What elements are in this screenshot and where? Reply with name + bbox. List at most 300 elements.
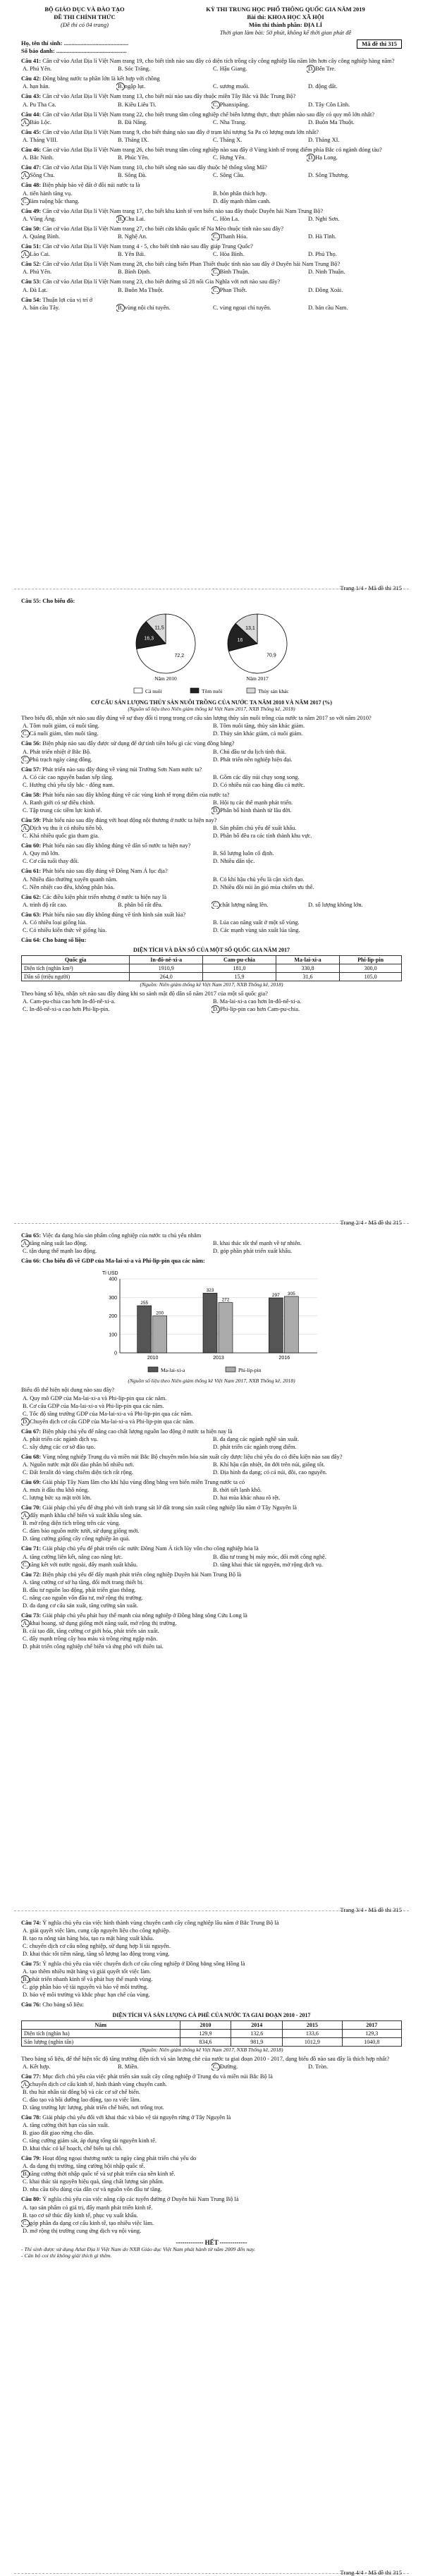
answer-option[interactable]: C. làm ruộng bậc thang.: [21, 197, 212, 205]
exam-time: Thời gian làm bài: 50 phút, không kể thời gian phát đề: [219, 29, 352, 36]
table-header-cell: Cam-pu-chia: [203, 956, 276, 964]
answer-option[interactable]: C. Phan Thiết.: [212, 286, 307, 294]
answer-option[interactable]: A. Có các cao nguyên badan xếp tầng.: [23, 773, 114, 780]
answer-option[interactable]: B. Nghệ An.: [118, 233, 147, 240]
pie-year-label: Năm 2017: [246, 675, 269, 682]
answer-option[interactable]: C. góp phần bảo vệ tài nguyên và bảo vệ môi trường.: [23, 1984, 149, 1991]
options-row: [21, 2162, 402, 2193]
answer-option[interactable]: B. đầu tư nguồn lao động, phát triển giao thông.: [23, 1586, 136, 1593]
answer-option[interactable]: B. Sản phẩm chủ yếu để xuất khẩu.: [213, 825, 297, 832]
table1-intro: Câu 64: Cho bảng số liệu:: [21, 937, 87, 944]
answer-option[interactable]: A. Ranh giới có sự điều chỉnh.: [23, 799, 95, 806]
question-text: Phát triển nào sau đây đúng về vùng núi Trường Sơn Nam nước ta?: [42, 766, 202, 773]
answer-option[interactable]: C. Sông Cầu.: [213, 172, 245, 179]
answer-option[interactable]: B. tạo cơ sở thúc đẩy kinh tế, phục vụ xuất khẩu.: [23, 2212, 138, 2219]
answer-option[interactable]: B. Chu Lai.: [116, 215, 212, 223]
question: [21, 2114, 402, 2121]
note-1: - Thí sinh được sử dụng Atlat Địa lí Việt Nam do NXB Giáo dục Việt Nam phát hành từ năm 2009 đến nay.: [21, 2245, 256, 2252]
answer-option[interactable]: D. Địa hình đa dạng; có cả núi, đồi, cao nguyên.: [213, 1469, 327, 1476]
official-label: ĐỀ THI CHÍNH THỨC: [54, 13, 116, 20]
answer-option[interactable]: C. Tập trung các tiềm lực kinh tế.: [23, 807, 102, 814]
answer-option[interactable]: A. tăng năng suất lao động.: [21, 1239, 212, 1247]
question: [21, 111, 402, 118]
answer-option[interactable]: C. Hòn La.: [213, 215, 240, 222]
question: [21, 714, 402, 722]
answer-option[interactable]: C. Tốc độ tăng trưởng GDP của Ma-lai-xi-a và Phi-lip-pin qua các năm.: [23, 1410, 193, 1417]
answer-option[interactable]: B. Tôm nuôi tăng, thủy sản khác giảm.: [213, 723, 305, 730]
options-row: [21, 919, 402, 934]
answer-option[interactable]: D. Buôn Ma Thuột.: [308, 118, 355, 125]
answer-option[interactable]: A. tiến hành tăng vụ.: [23, 190, 73, 197]
table-header-row: [22, 2020, 402, 2029]
answer-option[interactable]: D. bảo vệ môi trường và khắc phục hạn chế của vùng.: [23, 1992, 150, 1999]
question-text: Thuận lợi của vị trí ở: [42, 296, 93, 303]
question-number: Câu 67:: [21, 1428, 43, 1435]
question: [21, 2073, 402, 2080]
answer-option[interactable]: C. đảm bảo nguồn nước tưới, sử dụng giống mới.: [23, 1528, 140, 1535]
answer-option[interactable]: D. đẩy mạnh thâm canh.: [213, 197, 271, 204]
options-row: [21, 65, 402, 73]
table-cell: 133,6: [283, 2029, 342, 2037]
answer-option[interactable]: B. đầu tư trang bị máy móc, đổi mới công nghệ.: [213, 1553, 326, 1560]
answer-option[interactable]: C. Hưng Yên.: [213, 154, 246, 161]
table-header-cell: 2017: [342, 2020, 401, 2029]
question-list: [21, 57, 402, 312]
answer-option[interactable]: A. Quy mô lớn.: [23, 850, 60, 857]
answer-option[interactable]: D. Nhiều đồi núi ăn gió mùa chiếm ưu thế.: [213, 883, 314, 890]
answer-option[interactable]: B. bón phân thích hợp.: [213, 190, 267, 197]
answer-option[interactable]: A. bán cầu Tây.: [23, 304, 60, 311]
bar-value-label: 323: [206, 1288, 214, 1294]
table-cell: 181,0: [203, 964, 276, 973]
answer-option[interactable]: A. Sông Chu.: [21, 171, 116, 179]
legend-label: Tôm nuôi: [202, 688, 223, 695]
answer-option[interactable]: A. đa dạng thị trường, tăng cường hội nhập quốc tế.: [23, 2163, 145, 2170]
question-text: Căn cứ vào Atlat Địa lí Việt Nam trang 17, cho biết khu kinh tế ven biển nào sau đây thuộc Duyên hải Nam Trung Bộ?: [42, 207, 324, 214]
answer-option[interactable]: D. Nhiều dân tộc.: [213, 858, 255, 865]
options-row: [21, 118, 402, 126]
ministry: BỘ GIÁO DỤC VÀ ĐÀO TẠO: [44, 6, 125, 13]
answer-option[interactable]: A. tạo sản phẩm có giá trị, đẩy mạnh phát triển kinh tế.: [23, 2204, 153, 2211]
answer-option[interactable]: D. Ninh Thuận.: [308, 269, 345, 276]
y-tick-label: 0: [114, 1351, 117, 1356]
answer-option[interactable]: A. Tôm nuôi giảm, cá nuôi tăng.: [23, 723, 99, 730]
answer-option[interactable]: D. bán cầu Nam.: [308, 304, 348, 311]
answer-option[interactable]: C. Cá nuôi giảm, tôm nuôi tăng.: [21, 730, 212, 737]
options-row: [21, 268, 402, 276]
question-list: [21, 1919, 402, 2009]
bar: [153, 1316, 167, 1354]
answer-option[interactable]: C. khai thác tài nguyên hiệu quả, tăng chất lượng sản phẩm.: [23, 2178, 164, 2185]
legend-swatch: [226, 1367, 235, 1372]
answer-option[interactable]: C. chuyển dịch cơ cấu nông nghiệp, sử dụng hợp lí tài nguyên.: [23, 1943, 171, 1950]
answer-option[interactable]: D. hai mùa khác nhau rõ rệt.: [213, 1495, 281, 1502]
legend-swatch: [134, 688, 142, 693]
answer-option[interactable]: B. Hội tụ các thế mạnh phát triển.: [213, 799, 293, 806]
question-text: Giải pháp chủ yếu để phát triển các nước Đông Nam Á tích lũy vốn cho công nghiệp hóa là: [42, 1545, 259, 1552]
question-text: Ý nghĩa chủ yếu của việc nâng cấp các tuyến đường ở Duyên hải Nam Trung Bộ là: [42, 2196, 239, 2203]
answer-option[interactable]: C. Thanh Hóa.: [212, 233, 307, 240]
question: [21, 2195, 402, 2203]
question: [21, 243, 402, 250]
question-number: Câu 49:: [21, 207, 43, 214]
answer-option[interactable]: A. Kết hợp.: [23, 2063, 51, 2070]
question-text: Phát biểu nào sau đây không đúng về tình hình sản xuất lúa?: [42, 911, 186, 918]
answer-option[interactable]: C. Hòa Bình.: [213, 251, 245, 258]
question-text: Giải pháp chủ yếu để ứng phó với tình trạng sát lở đất trong sản xuất công nghiệp lâu năm ở Tây Nguyên là: [42, 1504, 297, 1511]
answer-option[interactable]: C. Đất feralit đỏ vàng chiếm diện tích rất rộng.: [23, 1469, 133, 1476]
table-header-cell: Năm: [22, 2020, 180, 2029]
question-number: Câu 71:: [21, 1545, 43, 1552]
question-number: Câu 43:: [21, 93, 43, 100]
answer-option[interactable]: B. Buôn Ma Thuột.: [118, 286, 164, 293]
options-row: [21, 1511, 402, 1542]
answer-option[interactable]: D. mở rộng thị trường cung ứng dịch vụ nội vùng.: [23, 2227, 142, 2234]
question: [21, 57, 402, 65]
question: [21, 2001, 402, 2008]
candidate-name: Họ, tên thí sinh: ...........................................: [21, 39, 129, 47]
question-number: Câu 70:: [21, 1504, 43, 1511]
bar-value-label: 305: [287, 1292, 295, 1297]
question-text: Biện pháp chủ yếu để đẩy mạnh phát triển công nghiệp Duyên hải Nam Trung Bộ là: [42, 1571, 242, 1578]
answer-option[interactable]: D. nhu cầu tiêu dùng của dân cư và nguồn vốn đầu tư tăng.: [23, 2186, 162, 2193]
answer-option[interactable]: B. Sóc Trăng.: [118, 66, 151, 73]
table-header-cell: 2015: [283, 2020, 342, 2029]
answer-option[interactable]: D. Các mạnh vùng sản xuất lúa tăng.: [213, 927, 300, 934]
answer-option[interactable]: C. Nha Trang.: [213, 118, 247, 125]
answer-option[interactable]: D. Phân bố đều ra các tỉnh thành khu vực.: [213, 833, 312, 840]
options-row: [21, 799, 402, 814]
answer-option[interactable]: D. Bến Tre.: [307, 65, 402, 73]
answer-option[interactable]: A. đẩy mạnh khâu chế biến và xuất khẩu sông sản.: [21, 1511, 402, 1519]
exam-subject: Môn thi thành phần: ĐỊA LÍ: [248, 21, 323, 28]
answer-option[interactable]: B. Bình Định.: [118, 269, 151, 276]
question-number: Câu 41:: [21, 58, 43, 64]
answer-option[interactable]: C. đẩy mạnh trồng cây hoa màu và trồng rừng ngập mặn.: [23, 1636, 158, 1643]
answer-option[interactable]: D. Hà Tĩnh.: [308, 233, 336, 240]
answer-option[interactable]: D. Tròn.: [308, 2063, 329, 2070]
y-tick-label: 100: [109, 1332, 117, 1338]
question-number: Câu 63:: [21, 911, 43, 918]
answer-option[interactable]: D. Tháng XI.: [308, 137, 340, 144]
answer-option[interactable]: B. mở rộng diện tích trồng trên các vùng.: [23, 1520, 121, 1527]
table-cell: Diện tích (nghìn km²): [22, 964, 130, 973]
answer-option[interactable]: A. Bắc Ninh.: [23, 154, 54, 161]
question-number: Câu 77:: [21, 2073, 43, 2080]
table-header-cell: Phi-lip-pin: [340, 956, 402, 964]
answer-option[interactable]: A. phát triển các ngành dịch vụ.: [23, 1435, 98, 1442]
answer-option[interactable]: D. tăng cường giống cây công nghiệp ăn quả.: [23, 1535, 130, 1542]
answer-option[interactable]: A. Bảo Lộc.: [21, 118, 116, 126]
answer-option[interactable]: B. Ma-lai-xi-a cao hơn In-đô-nê-xi-a.: [213, 998, 302, 1005]
answer-option[interactable]: B. Đà Nẵng.: [118, 118, 147, 125]
question: [21, 207, 402, 215]
answer-option[interactable]: D. Hạ Long.: [307, 154, 402, 161]
table-cell: 330,8: [276, 964, 339, 973]
answer-option[interactable]: D. động đất.: [308, 83, 338, 90]
x-tick-label: 2016: [278, 1356, 290, 1361]
pages-note: (Đề thi có 04 trang): [61, 21, 109, 28]
answer-option[interactable]: A. hạn hán.: [23, 83, 50, 90]
end-marker: ------------- HẾT -------------: [176, 2238, 247, 2246]
answer-option[interactable]: A. tăng cường liên kết, nâng cao năng lực.: [23, 1553, 123, 1560]
question: [21, 766, 402, 773]
answer-option[interactable]: B. Cơ cấu GDP của Ma-lai-xi-a và Phi-lip-pin qua các năm.: [23, 1402, 164, 1409]
question-list: [21, 714, 402, 934]
answer-option[interactable]: C. nâng cao nguồn vốn đầu tư, mở rộng thị trường.: [23, 1594, 143, 1601]
answer-option[interactable]: C. Phanxipăng.: [212, 101, 307, 109]
answer-option[interactable]: B. tạo ra nông sản hàng hóa, tạo ra mặt hàng xuất khẩu.: [23, 1935, 154, 1942]
answer-option[interactable]: C. tăng cường giám sát, áp dụng tổng tài nguyên kinh tế.: [23, 2138, 157, 2145]
question-text: Biện pháp nào sau đây được sử dụng để dự tính tiền hiểu gì các vùng đồng bằng?: [42, 740, 235, 747]
data-table-area-population: [21, 955, 402, 981]
question: [21, 1232, 402, 1239]
question-number: Câu 50:: [21, 225, 43, 232]
answer-option[interactable]: D. Có nhiều núi cao hàng đầu cả nước.: [213, 781, 305, 788]
answer-option[interactable]: D. tăng khai thác tài nguyên, mở rộng dịch vụ.: [213, 1561, 324, 1568]
bar-question-title: Câu 66: Cho biểu đồ về GDP của Ma-lai-xi-a và Phi-lip-pin qua các năm:: [21, 1258, 205, 1265]
question-text: Giải pháp Tây Nam lâm cho khí hậu vùng đồng bằng ven biển miền Trung nước ta có: [42, 1479, 245, 1486]
answer-option[interactable]: B. cải tạo đất, tăng cường cơ giới hóa, phát triển sản xuất.: [23, 1628, 159, 1635]
answer-option[interactable]: B. phân bố rất đều.: [118, 901, 163, 908]
question-number: Câu 74:: [21, 1920, 43, 1926]
answer-option[interactable]: A. Cam-pu-chia cao hơn In-đô-nê-xi-a.: [23, 998, 116, 1005]
options-row: [21, 304, 402, 312]
legend-swatch: [190, 688, 199, 693]
options-row: [21, 250, 402, 258]
options-row: [21, 1553, 402, 1569]
options-row: [21, 82, 402, 90]
question: [21, 164, 402, 171]
options-row: [21, 136, 402, 144]
question-number: Câu 48:: [21, 182, 43, 189]
answer-option[interactable]: A. Phú Yên.: [23, 66, 52, 73]
x-tick-label: 2010: [147, 1356, 159, 1361]
answer-option[interactable]: C. Cơ cấu tuổi thay đổi.: [23, 858, 80, 865]
table-cell: 129,9: [180, 2029, 231, 2037]
legend-label: Thủy sản khác: [258, 688, 289, 695]
question-number: Câu 78:: [21, 2114, 43, 2121]
question-number: Câu 62:: [21, 893, 43, 900]
answer-option[interactable]: A. Nguồn nước mặt dồi dào phân bố nhiều nơi.: [23, 1461, 135, 1468]
table-header-cell: 2014: [231, 2020, 283, 2029]
question-text: Căn cứ vào Atlat Địa lí Việt Nam trang 10, cho biết sông nào sau đây thuộc hệ thống sông Mã?: [42, 164, 267, 171]
answer-option[interactable]: C. Hậu Giang.: [213, 66, 247, 73]
question-text: Căn cứ vào Atlat Địa lí Việt Nam trang 26, cho biết trung tâm công nghiệp nào sau đây ở Vùng kinh tế trọng điểm phía Bắc có ngành đóng tàu?: [42, 147, 382, 154]
answer-option[interactable]: C. lượng bức xạ mặt trời lớn.: [23, 1495, 92, 1502]
answer-option[interactable]: A. Có nhiều loại giống lúa.: [23, 919, 87, 926]
question: [21, 92, 402, 100]
question-number: Câu 79:: [21, 2155, 43, 2162]
answer-option[interactable]: D. Phi-lip-pin cao hơn Cam-pu-chia.: [212, 1005, 402, 1013]
answer-option[interactable]: D. tăng trưởng lực lượng, phát triển chế biến, nơi trống trọt.: [23, 2104, 164, 2111]
answer-option[interactable]: C. In-đô-nê-xi-a cao hơn Phi-lip-pin.: [23, 1006, 110, 1013]
question-text: Mục đích chủ yếu của việc phát triển sản xuất cây công nghiệp ở Trung du và miền núi Bắc Bộ là: [42, 2073, 273, 2080]
answer-option[interactable]: C. Phủ trạch ngày càng đông.: [21, 756, 212, 763]
table-cell: 300,0: [340, 964, 402, 973]
question: [21, 816, 402, 824]
answer-option[interactable]: D. góp phần phát triển xuất khẩu.: [213, 1248, 293, 1255]
answer-option[interactable]: B. Tháng IX.: [118, 137, 149, 144]
answer-option[interactable]: A. mưa ít đầu thu khô nóng.: [23, 1487, 90, 1494]
question: [21, 911, 402, 919]
answer-option[interactable]: D. Phát triển nền nghiệp hiện đại.: [213, 756, 293, 763]
bar-source: (Nguồn số liệu theo Niên giám thống kê Việt Nam 2017, NXB Thống kê, 2018): [128, 1378, 295, 1385]
legend-label: Ma-lai-xi-a: [161, 1367, 185, 1374]
answer-option[interactable]: B. Có khí hậu chủ yếu là cận xích đạo.: [213, 876, 305, 883]
answer-option[interactable]: D. Thủy sản khác giảm, cá nuôi giảm.: [213, 730, 303, 737]
answer-option[interactable]: A. Nhiều đảo thường xuyên quanh năm.: [23, 876, 118, 883]
answer-option[interactable]: D. khai thác có kế hoạch, chế biến tại chỗ.: [23, 2145, 123, 2152]
answer-option[interactable]: A. Phú Yên.: [23, 269, 52, 276]
y-tick-label: 300: [109, 1296, 117, 1301]
answer-option[interactable]: B. ngập lụt.: [116, 82, 212, 90]
table-cell: 834,6: [180, 2037, 231, 2046]
answer-option[interactable]: D. phát triển các ngành trọng điểm.: [213, 1443, 297, 1450]
answer-option[interactable]: A. Pu Tha Ca.: [23, 101, 56, 108]
answer-option[interactable]: C. Có nhiều kiến thức về giống lúa.: [23, 927, 107, 934]
answer-option[interactable]: C. Bình Thuận.: [212, 268, 307, 276]
answer-option[interactable]: B. phát triển nhanh kinh tế và phát huy thế mạnh vùng.: [21, 1975, 402, 1983]
table2-question: Theo bảng số liệu, để thể hiện tốc độ tăng trưởng diện tích và sản lượng chè của nước ta giai đoạn 2010 - 2017, dạng biểu đồ nào sau đây là thích hợp nhất?: [21, 2055, 390, 2062]
answer-option[interactable]: A. tăng cường cơ sở hạ tầng, đổi mới trang thiết bị.: [23, 1578, 144, 1586]
question-number: Câu 58:: [21, 791, 43, 798]
note-2: - Cán bộ coi thi không giải thích gì thêm.: [21, 2252, 112, 2259]
answer-option[interactable]: C. đào tạo và bồi dưỡng lao động, tạo ra việc làm.: [23, 2097, 141, 2104]
answer-option[interactable]: B. đa dạng các ngành nghề sản xuất.: [213, 1435, 300, 1442]
question: [21, 260, 402, 268]
question-number: Câu 61:: [21, 868, 43, 875]
answer-option[interactable]: B. Yên Bái.: [118, 251, 146, 258]
question: [21, 1960, 402, 1968]
answer-option[interactable]: D. đa dạng cơ cấu sản xuất, tăng cường sản xuất.: [23, 1602, 138, 1609]
data-table-coffee: [21, 2020, 402, 2047]
table-cell: Sản lượng (nghìn tấn): [22, 2037, 180, 2046]
answer-option[interactable]: A. Đà Lạt.: [23, 286, 48, 293]
question-text: Căn cứ vào Atlat Địa lí Việt Nam trang 23, cho biết đường số 28 nối Gia Nghĩa với nơi nào sau đây?: [42, 278, 281, 286]
table-cell: Diện tích (nghìn ha): [22, 2029, 180, 2037]
answer-option[interactable]: A. Quy mô GDP của Ma-lai-xi-a và Phi-lip-pin qua các năm.: [23, 1394, 167, 1402]
answer-option[interactable]: D. Phân bố hình thành từ lâu đời.: [212, 806, 402, 814]
answer-option[interactable]: D. khai thác tốt tiềm năng, tăng số lượng lao động trong vùng.: [23, 1951, 170, 1958]
answer-option[interactable]: D. phát triển công nghiệp chế biến và ứng phó với thiên tai.: [23, 1643, 164, 1650]
answer-option[interactable]: D. Phú Thọ.: [308, 251, 337, 258]
table-cell: 129,3: [342, 2029, 401, 2037]
answer-option[interactable]: D. Nghi Sơn.: [308, 215, 340, 222]
question-text: Hoạt động ngoại thương nước ta ngày càng phát triển chủ yếu do: [42, 2155, 197, 2162]
bar: [269, 1298, 283, 1353]
table-cell: 1040,8: [342, 2037, 401, 2046]
exam-section: Bài thi: KHOA HỌC XÃ HỘI: [247, 13, 324, 20]
answer-option[interactable]: C. tận dụng thế mạnh lao động.: [23, 1248, 97, 1255]
answer-option[interactable]: C. tăng kết với nước ngoài, đẩy mạnh xuất khẩu.: [21, 1561, 212, 1569]
question-number: Câu 68:: [21, 1453, 43, 1460]
answer-option[interactable]: A. chuyển dịch cơ cấu kinh tế, hình thành vùng chuyên canh.: [21, 2080, 402, 2088]
bar: [203, 1294, 217, 1354]
header-right: [169, 6, 402, 37]
answer-option[interactable]: B. thu hút nhân tài đông bộ và các cơ sở chế biến.: [23, 2089, 141, 2096]
answer-option[interactable]: A. Vũng Áng.: [23, 215, 56, 222]
question-number: Câu 65:: [21, 1232, 43, 1239]
answer-option[interactable]: A. Phát triển nhiệt ở Bắc Bộ.: [23, 748, 92, 755]
question-text: Việc đa dạng hóa sản phẩm công nghiệp của nước ta chủ yếu nhằm: [42, 1232, 202, 1239]
answer-option[interactable]: A. khai hoang, sử dụng giống mới năng suất, mở rộng thị trường.: [21, 1619, 402, 1627]
answer-option[interactable]: B. Chú đầu tư du lịch tỉnh thái.: [213, 748, 286, 755]
answer-option[interactable]: D. Tây Côn Lĩnh.: [308, 101, 350, 108]
answer-option[interactable]: A. giải quyết việc làm, cung cấp nguyên liệu cho công nghiệp.: [23, 1927, 171, 1934]
answer-option[interactable]: B. Miền.: [118, 2063, 139, 2070]
question-number: Câu 76:: [21, 2001, 43, 2008]
answer-option[interactable]: C. Đường.: [212, 2063, 307, 2071]
answer-option[interactable]: C. sương muối.: [213, 83, 250, 90]
question-number: Câu 80:: [21, 2196, 43, 2203]
answer-option[interactable]: C. Khá nhiều quốc gia tham gia.: [23, 833, 99, 840]
answer-option[interactable]: A. Dịch vụ thu ít có nhiều tiến bộ.: [21, 824, 212, 832]
answer-option[interactable]: B. thời tiết lạnh khô.: [213, 1487, 262, 1494]
options-row: [21, 876, 402, 891]
answer-option[interactable]: B. Số lượng luôn cố định.: [213, 850, 274, 857]
answer-option[interactable]: D. số lượng không lớn.: [308, 901, 363, 908]
bar-value-label: 255: [140, 1301, 149, 1306]
answer-option[interactable]: D. Sông Thương.: [308, 172, 350, 179]
question-text: Phát biểu nào sau đây không đúng về các vùng kinh tế trọng điểm của nước ta?: [42, 791, 230, 798]
question: [21, 181, 402, 189]
answer-option[interactable]: A. tăng cường thời hạn của sản xuất.: [23, 2122, 109, 2129]
question: [21, 1504, 402, 1511]
y-tick-label: 200: [109, 1314, 117, 1320]
answer-option[interactable]: A. Tháng VIII.: [23, 137, 58, 144]
table-row: [22, 973, 402, 981]
answer-option[interactable]: C. góp phần đa dạng cơ cấu kinh tế, tạo nhiều việc làm.: [21, 2219, 402, 2227]
answer-option[interactable]: C. chất lượng nâng lên.: [212, 901, 307, 909]
answer-option[interactable]: C. Tháng X.: [213, 137, 243, 144]
candidate-info: [21, 39, 402, 55]
pie-slice-label: 13,1: [245, 626, 255, 632]
answer-option[interactable]: B. Kiều Liêu Ti.: [118, 101, 157, 108]
answer-option[interactable]: B. khai thác tốt thế mạnh về tự nhiên.: [213, 1240, 302, 1247]
answer-option[interactable]: C. Nền nhiệt cao đều, không phân hóa.: [23, 883, 115, 890]
answer-option[interactable]: B. giao đất giao rừng cho dân.: [23, 2130, 94, 2137]
answer-option[interactable]: B. Khí hậu cận nhiệt, ôn đới trên núi, giống tốt.: [213, 1461, 325, 1468]
answer-option[interactable]: C. Hướng chủ yếu tây bắc - đông nam.: [23, 781, 114, 788]
answer-option[interactable]: C. xây dựng các cơ sở đào tạo.: [23, 1443, 95, 1450]
answer-option[interactable]: B. tăng cường thời nhập quốc tế và sự phát triển của nền kinh tế.: [21, 2170, 402, 2178]
answer-option[interactable]: C. vùng ngoại chí tuyến.: [213, 304, 271, 311]
pie-question-title: Câu 55: Cho biểu đồ:: [21, 598, 75, 604]
options-row: [21, 1435, 402, 1451]
question: [21, 1612, 402, 1619]
answer-option[interactable]: B. Lúa cao năng suất ở một số vùng.: [213, 919, 300, 926]
question: [21, 296, 402, 304]
answer-option[interactable]: D. Chuyển dịch cơ cấu GDP của Ma-lai-xi-a và Phi-lip-pin qua các năm.: [21, 1418, 402, 1425]
question-number: Câu 44:: [21, 111, 43, 118]
answer-option[interactable]: B. Phúc Yên.: [118, 154, 149, 161]
question: [21, 791, 402, 799]
answer-option[interactable]: A. tạo thêm nhiều mặt hàng và giải quyết tốt việc làm.: [23, 1968, 152, 1975]
question-text: Căn cứ vào Atlat Địa lí Việt Nam trang 27, cho biết cửa khẩu quốc tế Na Mèo thuộc tỉnh nào sau đây?: [42, 225, 283, 232]
answer-option[interactable]: D. Đồng Xoài.: [308, 286, 343, 293]
options-row: [21, 286, 402, 294]
answer-option[interactable]: A. Lào Cai.: [21, 250, 116, 258]
answer-option[interactable]: B. vùng nội chí tuyến.: [116, 304, 212, 312]
answer-option[interactable]: A. trình độ rất cao.: [23, 901, 68, 908]
answer-option[interactable]: A. Quảng Bình.: [23, 233, 61, 240]
y-axis-unit: Tỉ USD: [102, 1271, 118, 1277]
answer-option[interactable]: B. Sông Đà.: [118, 172, 147, 179]
answer-option[interactable]: B. Gồm các dãy núi chạy song song.: [213, 773, 300, 780]
table-header-row: [22, 956, 402, 964]
options-row: [21, 901, 402, 909]
